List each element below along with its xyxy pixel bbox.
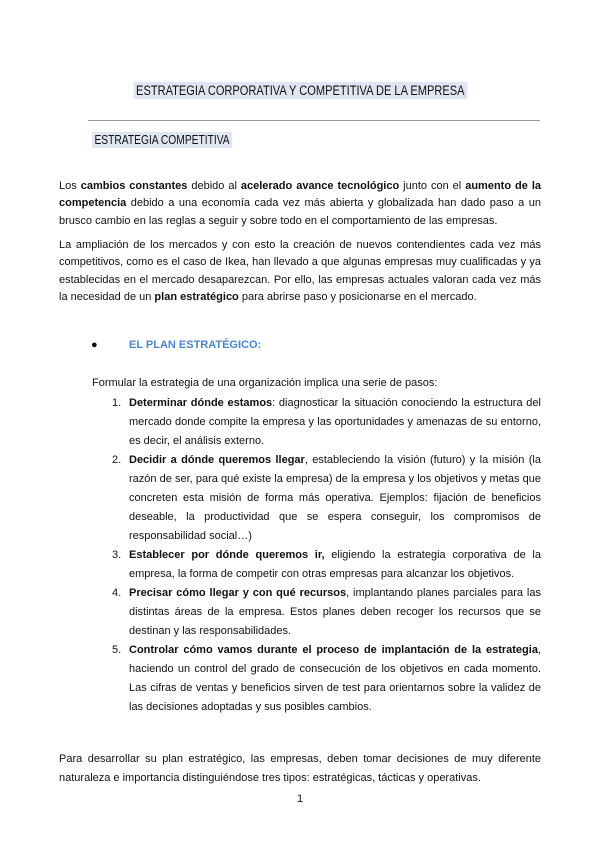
bold-term: plan estratégico [154, 290, 239, 303]
paragraph-markets [59, 237, 541, 306]
bold-term: Precisar cómo llegar y con qué recursos [129, 587, 347, 599]
list-item [112, 394, 541, 451]
bullet-icon: ● [91, 339, 98, 351]
text-run: debido al [187, 180, 241, 192]
bold-term: aumento de la competencia [59, 180, 541, 210]
list-number: 4. [112, 587, 122, 599]
paragraph-intro [59, 178, 541, 230]
bullet-heading-label: EL PLAN ESTRATÉGICO: [129, 339, 262, 351]
bold-term: acelerado avance tecnológico [240, 180, 400, 192]
list-number: 1. [112, 397, 122, 409]
text-run: , implantando planes parciales para las distintas áreas de la empresa. Estos planes deben recoger los recursos que se destinan y las responsabilidades. [129, 587, 541, 637]
page-number: 1 [296, 793, 304, 805]
bold-term: Decidir a dónde queremos llegar [129, 454, 305, 466]
steps-intro: Formular la estrategia de una organización implica una serie de pasos: [92, 377, 438, 389]
list-number: 3. [112, 549, 122, 561]
title-divider [88, 120, 540, 121]
bold-term: Establecer por dónde queremos ir, [129, 549, 325, 561]
text-run: debido a una economía cada vez más abierta y globalizada han dado paso a un brusco cambio en las reglas a seguir y sobre todo en el comportamiento de las empresas. [59, 197, 541, 227]
bold-term: Controlar cómo vamos durante el proceso de implantación de la estrategia [129, 644, 538, 656]
text-run: , haciendo un control del grado de consecución de los objetivos en cada momento. Las cifras de ventas y beneficios sirven de test para orientarnos sobre la validez de las decisiones adoptadas y sus posibles cambios. [129, 644, 541, 713]
text-run: eligiendo la estrategia corporativa de la empresa, la forma de competir con otras empresas para alcanzar los objetivos. [129, 549, 541, 580]
section-heading: ESTRATEGIA COMPETITIVA [92, 132, 232, 148]
list-item [112, 546, 541, 584]
bold-term: Determinar dónde estamos [129, 397, 273, 409]
steps-list [112, 394, 541, 717]
text-run: para abrirse paso y posicionarse en el mercado. [238, 290, 477, 303]
text-run: junto con el [399, 180, 466, 192]
text-run: : diagnosticar la situación conociendo la estructura del mercado donde compite la empresa y las oportunidades y amenazas de su entorno, es decir, el análisis externo. [129, 397, 541, 447]
list-item [112, 641, 541, 717]
text-run: La ampliación de los mercados y con esto la creación de nuevos contendientes cada vez más competitivos, como es el caso de Ikea, han llevado a que algunas empresas muy cualificadas y ya establecidas en el mercado desaparezcan. Por ello, las empresas actuales valoran cada vez más la necesidad de un [59, 239, 541, 303]
subtitle-block [92, 131, 263, 149]
list-item [112, 584, 541, 641]
title-block [60, 82, 540, 100]
list-number: 2. [112, 454, 122, 466]
document-title: ESTRATEGIA CORPORATIVA Y COMPETITIVA DE LA EMPRESA [133, 82, 466, 99]
list-item [112, 451, 541, 546]
list-number: 5. [112, 644, 122, 656]
paragraph-closing: Para desarrollar su plan estratégico, las empresas, deben tomar decisiones de muy diferente naturaleza e importancia distinguiéndose tres tipos: estratégicas, tácticas y operativas. [59, 753, 541, 784]
bold-term: cambios constantes [80, 180, 188, 192]
text-run: , estableciendo la visión (futuro) y la misión (la razón de ser, para qué existe la empresa) de la empresa y los objetivos y metas que concreten esta misión de forma más operativa. Ejemplos: fijación de beneficios deseable, la productividad que se espera conseguir, los compromisos de responsabilidad social…) [129, 454, 541, 542]
text-run: Los [59, 180, 81, 192]
